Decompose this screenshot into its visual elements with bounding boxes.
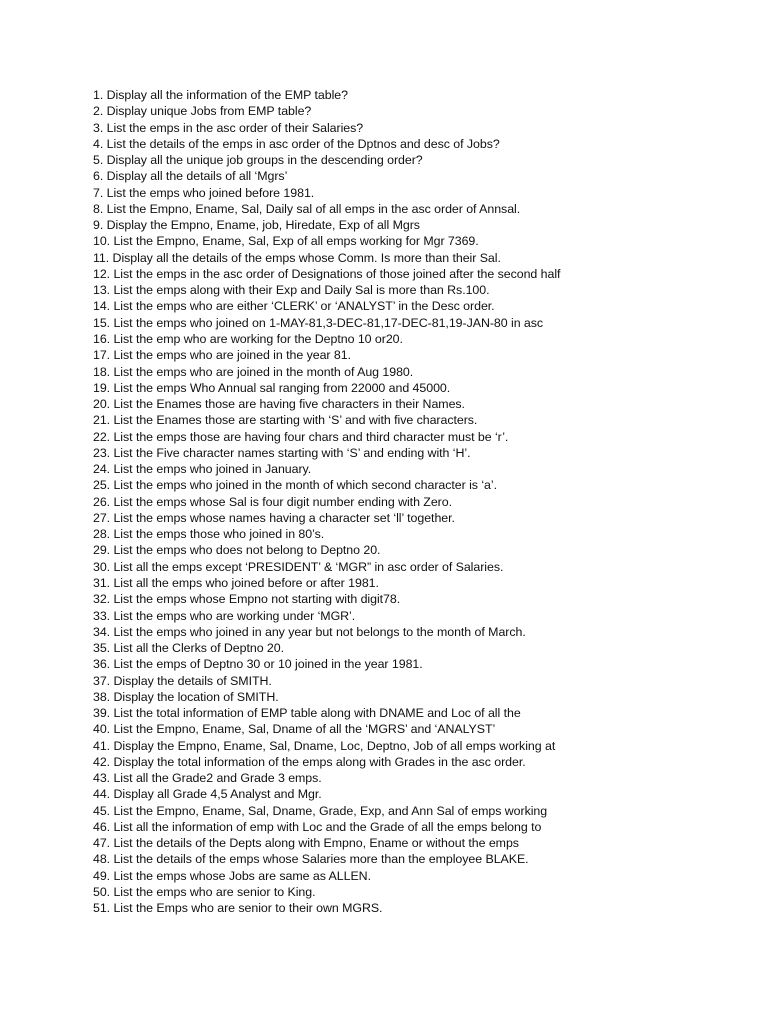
question-item: 18. List the emps who are joined in the month of Aug 1980. <box>93 364 414 379</box>
question-item: 16. List the emp who are working for the Deptno 10 or20. <box>93 331 403 346</box>
question-item: 23. List the Five character names starting with ‘S’ and ending with ‘H’. <box>93 445 471 460</box>
question-item: 49. List the emps whose Jobs are same as ALLEN. <box>93 868 371 883</box>
question-item: 8. List the Empno, Ename, Sal, Daily sal of all emps in the asc order of Annsal. <box>93 201 521 216</box>
question-item: 7. List the emps who joined before 1981. <box>93 185 315 200</box>
question-item: 33. List the emps who are working under ‘MGR’. <box>93 608 356 623</box>
question-item: 44. Display all Grade 4,5 Analyst and Mgr. <box>93 787 322 802</box>
question-item: 1. Display all the information of the EMP table? <box>93 88 348 102</box>
question-item: 47. List the details of the Depts along with Empno, Ename or without the emps <box>93 836 519 851</box>
question-item: 30. List all the emps except ‘PRESIDENT’ & ‘MGR” in asc order of Salaries. <box>93 559 504 574</box>
question-item: 3. List the emps in the asc order of their Salaries? <box>93 120 364 135</box>
question-item: 46. List all the information of emp with Loc and the Grade of all the emps belong to <box>93 819 542 834</box>
question-item: 15. List the emps who joined on 1-MAY-81,3-DEC-81,17-DEC-81,19-JAN-80 in asc <box>93 315 544 330</box>
question-item: 29. List the emps who does not belong to Deptno 20. <box>93 543 381 558</box>
question-item: 50. List the emps who are senior to King. <box>93 885 316 900</box>
question-item: 36. List the emps of Deptno 30 or 10 joined in the year 1981. <box>93 657 423 672</box>
question-item: 38. Display the location of SMITH. <box>93 689 279 704</box>
question-item: 20. List the Enames those are having five characters in their Names. <box>93 397 465 412</box>
question-item: 4. List the details of the emps in asc order of the Dptnos and desc of Jobs? <box>93 136 500 151</box>
question-item: 24. List the emps who joined in January. <box>93 462 312 477</box>
question-item: 27. List the emps whose names having a character set ‘ll’ together. <box>93 510 455 525</box>
question-item: 35. List all the Clerks of Deptno 20. <box>93 641 284 656</box>
question-item: 43. List all the Grade2 and Grade 3 emps. <box>93 771 322 786</box>
question-item: 21. List the Enames those are starting with ‘S’ and with five characters. <box>93 413 478 428</box>
question-item: 19. List the emps Who Annual sal ranging from 22000 and 45000. <box>93 380 451 395</box>
question-item: 25. List the emps who joined in the month of which second character is ‘a’. <box>93 478 497 493</box>
question-item: 41. Display the Empno, Ename, Sal, Dname, Loc, Deptno, Job of all emps working at <box>93 738 556 753</box>
question-item: 31. List all the emps who joined before or after 1981. <box>93 575 379 590</box>
question-item: 9. Display the Empno, Ename, job, Hiredate, Exp of all Mgrs <box>93 218 420 233</box>
question-item: 28. List the emps those who joined in 80’s. <box>93 527 325 542</box>
question-item: 42. Display the total information of the emps along with Grades in the asc order. <box>93 754 526 769</box>
question-item: 39. List the total information of EMP table along with DNAME and Loc of all the <box>93 706 521 721</box>
question-item: 22. List the emps those are having four chars and third character must be ‘r’. <box>93 429 509 444</box>
question-item: 51. List the Emps who are senior to their own MGRS. <box>93 901 383 916</box>
question-item: 26. List the emps whose Sal is four digit number ending with Zero. <box>93 494 452 509</box>
question-item: 13. List the emps along with their Exp and Daily Sal is more than Rs.100. <box>93 283 490 298</box>
question-item: 11. Display all the details of the emps whose Comm. Is more than their Sal. <box>93 250 501 265</box>
question-item: 10. List the Empno, Ename, Sal, Exp of all emps working for Mgr 7369. <box>93 234 479 249</box>
question-list <box>93 87 753 917</box>
question-item: 5. Display all the unique job groups in the descending order? <box>93 153 423 168</box>
question-item: 40. List the Empno, Ename, Sal, Dname of all the ‘MGRS’ and ‘ANALYST’ <box>93 722 496 737</box>
question-item: 2. Display unique Jobs from EMP table? <box>93 104 312 119</box>
question-item: 48. List the details of the emps whose Salaries more than the employee BLAKE. <box>93 852 529 867</box>
question-item: 34. List the emps who joined in any year but not belongs to the month of March. <box>93 624 526 639</box>
question-item: 14. List the emps who are either ‘CLERK’ or ‘ANALYST’ in the Desc order. <box>93 299 495 314</box>
question-item: 6. Display all the details of all ‘Mgrs’ <box>93 169 288 184</box>
question-item: 32. List the emps whose Empno not starting with digit78. <box>93 592 401 607</box>
question-item: 17. List the emps who are joined in the year 81. <box>93 348 351 363</box>
question-item: 12. List the emps in the asc order of Designations of those joined after the second half <box>93 266 561 281</box>
question-item: 37. Display the details of SMITH. <box>93 673 272 688</box>
question-item: 45. List the Empno, Ename, Sal, Dname, Grade, Exp, and Ann Sal of emps working <box>93 803 548 818</box>
